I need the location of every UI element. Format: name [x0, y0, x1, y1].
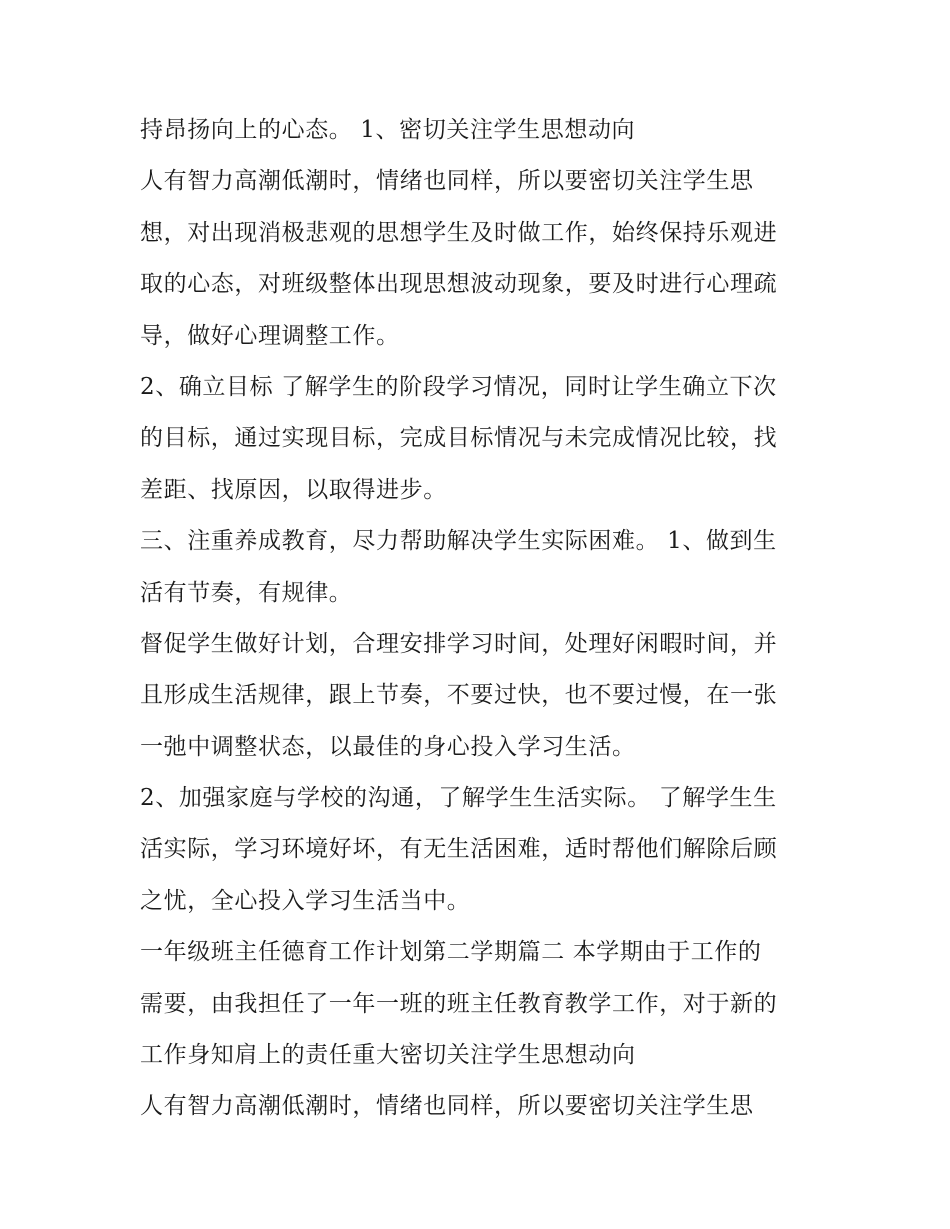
text-line: 想，对出现消极悲观的思想学生及时做工作，始终保持乐观进: [140, 219, 778, 246]
text-line: 取的心态，对班级整体出现思想波动现象，要及时进行心理疏: [140, 271, 778, 298]
text-line: 三、注重养成教育，尽力帮助解决学生实际困难。 1、做到生: [140, 528, 777, 555]
text-line: 之忧，全心投入学习生活当中。: [140, 887, 471, 914]
text-line: 人有智力高潮低潮时，情绪也同样，所以要密切关注学生思: [140, 168, 754, 195]
text-line: 人有智力高潮低潮时，情绪也同样，所以要密切关注学生思: [140, 1093, 754, 1120]
document-body: [140, 110, 830, 1138]
text-line: 2、确立目标 了解学生的阶段学习情况，同时让学生确立下次: [140, 373, 777, 400]
text-line: 督促学生做好计划，合理安排学习时间，处理好闲暇时间，并: [140, 630, 778, 657]
text-line: 2、加强家庭与学校的沟通，了解学生生活实际。 了解学生生: [140, 785, 777, 812]
text-line: 一弛中调整状态，以最佳的身心投入学习生活。: [140, 733, 636, 760]
text-line: 活有节奏，有规律。: [140, 579, 353, 606]
text-line: 差距、找原因，以取得进步。: [140, 476, 447, 503]
text-line: 一年级班主任德育工作计划第二学期篇二 本学期由于工作的: [140, 939, 762, 966]
text-line: 持昂扬向上的心态。 1、密切关注学生思想动向: [140, 117, 636, 143]
text-line: 导，做好心理调整工作。: [140, 322, 400, 349]
text-line: 且形成生活规律，跟上节奏，不要过快，也不要过慢，在一张: [140, 682, 778, 709]
text-line: 的目标，通过实现目标，完成目标情况与未完成情况比较，找: [140, 425, 778, 452]
text-line: 活实际，学习环境好坏，有无生活困难，适时帮他们解除后顾: [140, 836, 778, 863]
text-line: 工作身知肩上的责任重大密切关注学生思想动向: [140, 1042, 636, 1069]
text-line: 需要，由我担任了一年一班的班主任教育教学工作，对于新的: [140, 990, 778, 1017]
